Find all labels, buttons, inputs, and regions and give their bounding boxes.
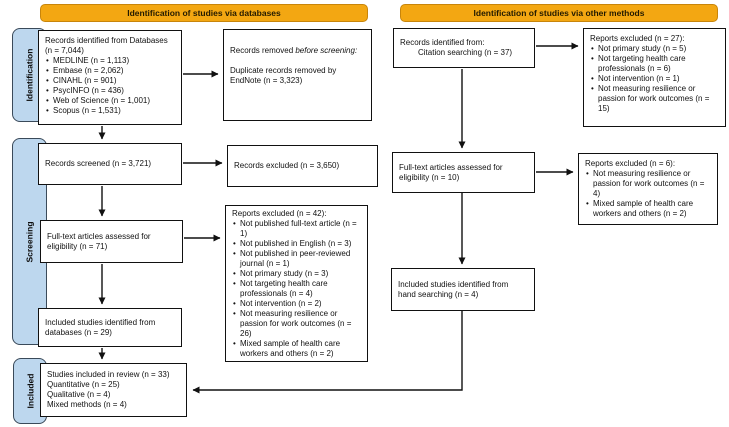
text-line: • Mixed sample of health care workers and others (n = 2): [585, 199, 711, 219]
records-removed-title: [230, 46, 365, 56]
text-line: Qualitative (n = 4): [47, 390, 111, 399]
records-excluded-text: Records excluded (n = 3,650): [234, 161, 340, 170]
text-line: • Not published in peer-reviewed journal (n = 1): [232, 249, 361, 269]
records-identified-citation-box: [393, 28, 535, 68]
text-line: • Not targeting health care professionals (n = 4): [232, 279, 361, 299]
reports-excluded-27-reasons: [590, 44, 719, 114]
text-line: • Not targeting health care professionals (n = 6): [590, 54, 719, 74]
reports-excluded-27-box: [583, 28, 726, 127]
reports-excluded-6-box: [578, 153, 718, 225]
text-line: • Web of Science (n = 1,001): [45, 96, 175, 106]
banner-identification-other-methods: Identification of studies via other methods: [400, 4, 718, 22]
studies-included-lines: [47, 370, 180, 410]
reports-excluded-6-title: Reports excluded (n = 6):: [585, 159, 676, 168]
text-line: • PsycINFO (n = 436): [45, 86, 175, 96]
text-line: • Not intervention (n = 1): [590, 74, 719, 84]
records-identified-citation-line2: Citation searching (n = 37): [418, 48, 513, 57]
text-line: Quantitative (n = 25): [47, 380, 120, 389]
fulltext-assessed-other-box: [392, 152, 535, 193]
reports-excluded-42-reasons: [232, 219, 361, 359]
records-identified-citation-line1: Records identified from:: [400, 38, 485, 47]
text-line: • Not primary study (n = 5): [590, 44, 719, 54]
reports-excluded-6-reasons: [585, 169, 711, 219]
included-hand-searching-text: Included studies identified from hand searching (n = 4): [398, 279, 509, 299]
text-line: • CINAHL (n = 901): [45, 76, 175, 86]
fulltext-assessed-other-text: Full-text articles assessed for eligibility (n = 10): [399, 162, 503, 182]
text-line: • Not measuring resilience or passion for work outcomes (n = 15): [590, 84, 719, 114]
reports-excluded-42-title: Reports excluded (n = 42):: [232, 209, 327, 218]
stage-label-identification-text: Identification: [24, 48, 35, 102]
records-identified-databases-box: [38, 30, 182, 125]
stage-label-included-text: Included: [25, 373, 36, 409]
included-from-databases-text: Included studies identified from databases (n = 29): [45, 317, 156, 337]
text-line: Studies included in review (n = 33): [47, 370, 170, 379]
text-line: • Not intervention (n = 2): [232, 299, 361, 309]
included-hand-searching-box: [391, 268, 535, 311]
fulltext-assessed-databases-box: [40, 220, 183, 263]
text-line: • Not measuring resilience or passion for work outcomes (n = 4): [585, 169, 711, 199]
text-line: Mixed methods (n = 4): [47, 400, 127, 409]
stage-label-screening-text: Screening: [24, 220, 35, 263]
text-line: • Not measuring resilience or passion for work outcomes (n = 26): [232, 309, 361, 339]
records-removed-prefix: Records removed: [230, 46, 296, 55]
text-line: • Not primary study (n = 3): [232, 269, 361, 279]
fulltext-assessed-databases-text: Full-text articles assessed for eligibility (n = 71): [47, 231, 151, 251]
records-removed-body: Duplicate records removed by EndNote (n = 3,323): [230, 66, 337, 85]
text-line: • Not published in English (n = 3): [232, 239, 361, 249]
text-line: • Mixed sample of health care workers and others (n = 2): [232, 339, 361, 359]
records-screened-text: Records screened (n = 3,721): [45, 159, 152, 168]
reports-excluded-27-title: Reports excluded (n = 27):: [590, 34, 685, 43]
records-removed-box: [223, 29, 372, 121]
records-excluded-box: [227, 145, 378, 187]
banner-identification-databases: Identification of studies via databases: [40, 4, 368, 22]
text-line: • Embase (n = 2,062): [45, 66, 175, 76]
reports-excluded-42-box: [225, 205, 368, 362]
records-screened-box: [38, 143, 182, 185]
text-line: • Scopus (n = 1,531): [45, 106, 175, 116]
text-line: • Not published full-text article (n = 1): [232, 219, 361, 239]
included-from-databases-box: [38, 308, 182, 347]
studies-included-box: [40, 363, 187, 417]
text-line: • MEDLINE (n = 1,113): [45, 56, 175, 66]
database-source-list: [45, 56, 175, 116]
records-identified-intro: Records identified from Databases (n = 7,044): [45, 36, 168, 55]
records-removed-italic: before screening:: [295, 46, 358, 55]
